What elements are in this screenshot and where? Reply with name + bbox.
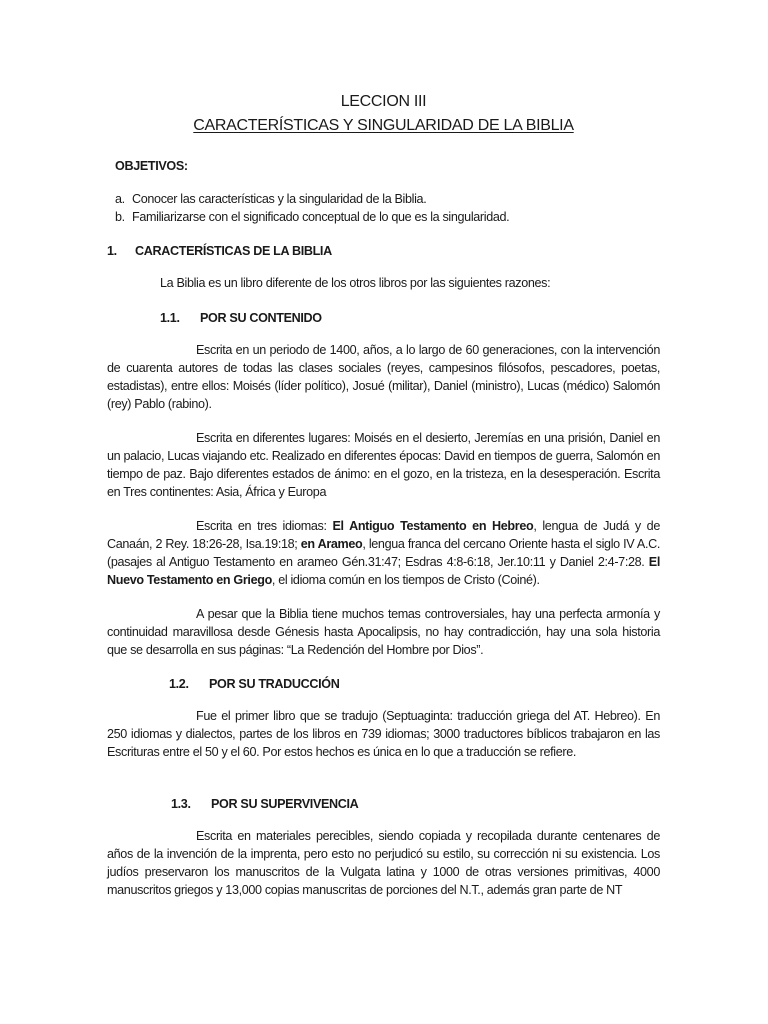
subsection-1-2-number: 1.2. <box>169 677 189 691</box>
languages-text-c: , lengua de Judá y de Canaán, 2 Rey. 18:26-28, Isa.19:18; <box>107 519 660 551</box>
content-paragraph-1: Escrita en un periodo de 1400, años, a lo largo de 60 generaciones, con la intervención de cuarenta autores de todas las clases sociales (reyes, campesinos filósofos, pescadores, poetas, estadistas), entre ellos: Moisés (líder político), Josué (militar), Daniel (ministro), Lucas (médico) Salomón (rey) Pablo (rabino). <box>107 343 660 411</box>
objective-text: Familiarizarse con el significado conceptual de lo que es la singularidad. <box>132 210 510 224</box>
objective-marker: a. <box>115 192 125 206</box>
aramaic-label: en Arameo <box>300 537 363 551</box>
subsection-1-1-number: 1.1. <box>160 311 180 325</box>
subsection-1-2-heading <box>169 675 660 693</box>
objective-item <box>115 208 660 226</box>
document-content <box>107 90 660 899</box>
objective-marker: b. <box>115 210 125 224</box>
lesson-main-title <box>107 114 660 138</box>
languages-text-a: Escrita en tres idiomas: <box>196 519 333 533</box>
subsection-1-2-title: POR SU TRADUCCIÓN <box>209 677 340 691</box>
translation-paragraph: Fue el primer libro que se tradujo (Septuaginta: traducción griega del AT. Hebreo). En 250 idiomas y dialectos, partes de los libros en 739 idiomas; 3000 traductores bíblicos trabajaron en las Escrituras entre el 50 y el 60. Por estos hechos es única en lo que a traducción se refiere. <box>107 709 660 759</box>
subsection-1-1-title: POR SU CONTENIDO <box>200 311 322 325</box>
section-1-intro: La Biblia es un libro diferente de los otros libros por las siguientes razones: <box>160 276 551 290</box>
section-1-heading <box>107 242 660 260</box>
languages-text-e: , lengua franca del cercano Oriente hasta el siglo IV A.C. (pasajes al Antiguo Testamento en arameo Gén.31:47; Esdras 4:8-6:18, Jer.10:11 y Daniel 2:4-7:28. <box>107 537 660 569</box>
section-1-number: 1. <box>107 244 117 258</box>
objective-text: Conocer las características y la singularidad de la Biblia. <box>132 192 427 206</box>
subsection-1-3-title: POR SU SUPERVIVENCIA <box>211 797 359 811</box>
content-paragraph-3 <box>107 517 660 589</box>
content-paragraph-2: Escrita en diferentes lugares: Moisés en el desierto, Jeremías en una prisión, Daniel en un palacio, Lucas viajando etc. Realizado en diferentes épocas: David en tiempos de guerra, Salomón en tiempo de paz. Bajo diferentes estados de ánimo: en el gozo, en la tristeza, en la desesperación. Escrita en Tres continentes: Asia, África y Europa <box>107 431 660 499</box>
old-testament-hebrew: El Antiguo Testamento en Hebreo <box>332 519 534 533</box>
subsection-1-3-heading <box>171 795 660 813</box>
subsection-1-3-number: 1.3. <box>171 797 191 811</box>
content-paragraph-4: A pesar que la Biblia tiene muchos temas controversiales, hay una perfecta armonía y continuidad maravillosa desde Génesis hasta Apocalipsis, no hay contradicción, hay una sola historia que se desarrolla en sus páginas: “La Redención del Hombre por Dios”. <box>107 607 660 657</box>
languages-text-g: , el idioma común en los tiempos de Cristo (Coiné). <box>271 573 540 587</box>
objectives-list <box>115 190 660 226</box>
objectives-heading: OBJETIVOS: <box>115 159 188 173</box>
section-1-title: CARACTERÍSTICAS DE LA BIBLIA <box>135 244 332 258</box>
new-testament-greek: El Nuevo Testamento en Griego <box>107 555 660 587</box>
survival-paragraph: Escrita en materiales perecibles, siendo copiada y recopilada durante centenares de años de la invención de la imprenta, pero esto no perjudicó su estilo, su corrección ni su existencia. Los judíos preservaron los manuscritos de la Vulgata latina y 1000 de otras versiones primitivas, 4000 manuscritos griegos y 13,000 copias manuscritas de porciones del N.T., además gran parte de NT <box>107 829 660 897</box>
lesson-number-title: LECCION III <box>340 93 427 110</box>
objective-item <box>115 190 660 208</box>
subsection-1-1-heading <box>160 309 660 327</box>
lesson-main-title-text: CARACTERÍSTICAS Y SINGULARIDAD DE LA BIBLIA <box>193 117 574 134</box>
